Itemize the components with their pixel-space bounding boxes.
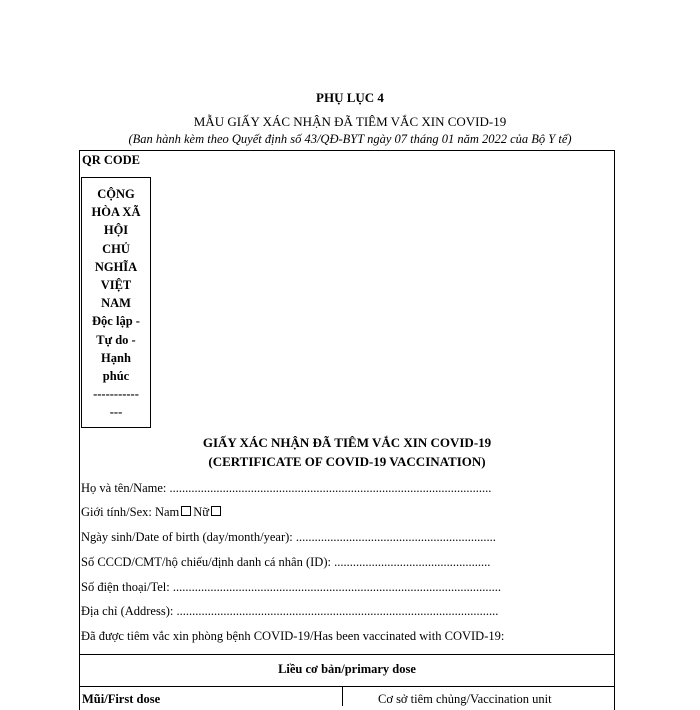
qr-line: NGHĨA — [94, 259, 138, 274]
qr-line: phúc — [102, 369, 130, 384]
id-field: Số CCCD/CMT/hộ chiếu/định danh cá nhân (ID): .................................................. — [81, 555, 491, 569]
female-label: Nữ — [193, 505, 210, 519]
vaccination-unit-label: Cơ sở tiêm chủng/Vaccination unit — [378, 692, 552, 706]
qr-line: Độc lập - — [92, 314, 140, 329]
address-field: Địa chỉ (Address): ....................................................................................................... — [81, 604, 499, 618]
certificate-title-vi: GIẤY XÁC NHẬN ĐÃ TIÊM VẮC XIN COVID-19 — [202, 435, 492, 450]
table-divider — [79, 686, 615, 687]
certificate-title-en: (CERTIFICATE OF COVID-19 VACCINATION) — [208, 454, 486, 469]
form-title: MẪU GIẤY XÁC NHẬN ĐÃ TIÊM VẮC XIN COVID-19 — [193, 114, 507, 129]
qr-code-box — [81, 177, 151, 428]
annex-title: PHỤ LỤC 4 — [316, 90, 384, 105]
qr-line: HỘI — [103, 223, 129, 238]
qr-line: CHỦ — [102, 241, 130, 256]
qr-line: --- — [109, 405, 123, 420]
dob-field: Ngày sinh/Date of birth (day/month/year): ................................................................ — [81, 530, 496, 544]
male-checkbox[interactable] — [181, 506, 191, 516]
sex-label: Giới tính/Sex: Nam — [81, 505, 180, 519]
table-column-divider — [342, 686, 343, 706]
name-field: Họ và tên/Name: ....................................................................................................... — [81, 481, 492, 495]
female-checkbox[interactable] — [211, 506, 221, 516]
primary-dose-heading: Liều cơ bản/primary dose — [278, 662, 416, 676]
first-dose-label: Mũi/First dose — [82, 692, 161, 706]
qr-line: CỘNG — [97, 187, 135, 201]
table-divider — [79, 654, 615, 655]
sex-field — [81, 505, 223, 520]
certificate-frame — [79, 150, 615, 710]
vaccinated-statement: Đã được tiêm vắc xin phòng bệnh COVID-19/Has been vaccinated with COVID-19: — [81, 629, 505, 643]
qr-line: VIỆT — [100, 278, 132, 293]
issued-note: (Ban hành kèm theo Quyết định số 43/QĐ-BYT ngày 07 tháng 01 năm 2022 của Bộ Y tế) — [128, 132, 572, 146]
qr-line: NAM — [101, 296, 131, 311]
qr-line: HÒA XÃ — [91, 205, 141, 220]
qr-line: ----------- — [93, 387, 139, 402]
qr-line: Tự do - — [96, 332, 136, 347]
tel-field: Số điện thoại/Tel: ......................................................................................................... — [81, 580, 501, 594]
qr-code-label: QR CODE — [82, 153, 140, 167]
qr-line: Hạnh — [101, 350, 131, 365]
